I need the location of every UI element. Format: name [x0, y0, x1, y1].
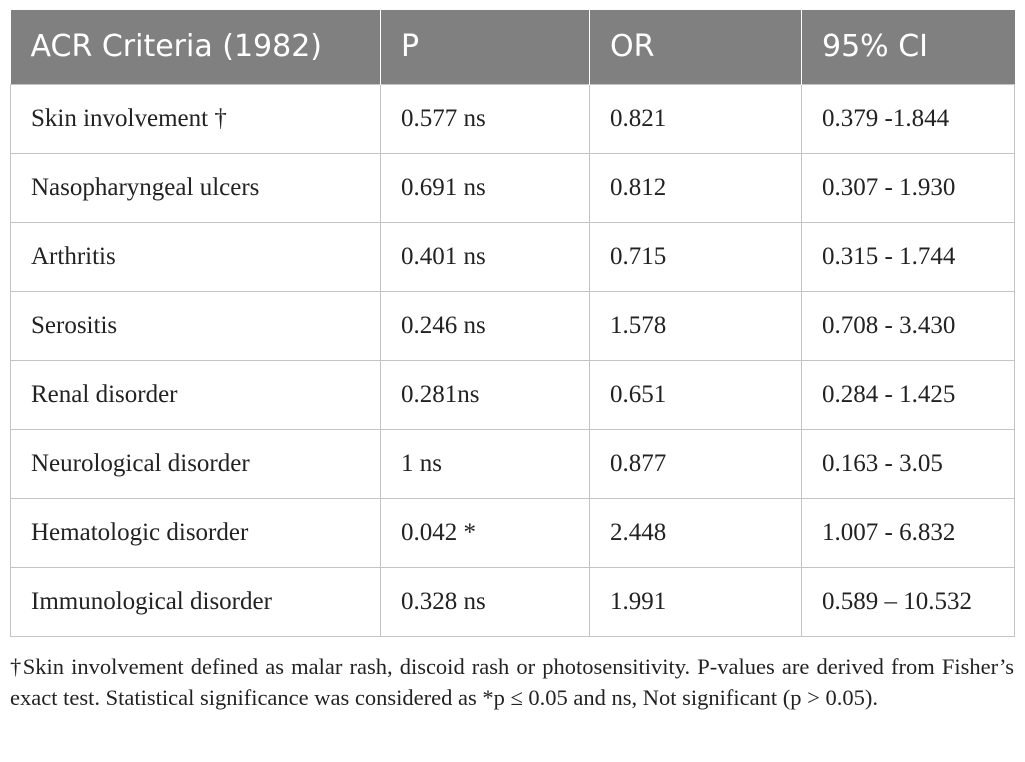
header-or: OR	[590, 10, 802, 84]
cell-criteria: Hematologic disorder	[11, 498, 381, 567]
cell-ci: 0.589 – 10.532	[802, 567, 1015, 636]
cell-p: 0.401 ns	[381, 222, 590, 291]
acr-criteria-table	[10, 10, 1015, 637]
cell-or: 0.812	[590, 153, 802, 222]
cell-ci: 1.007 - 6.832	[802, 498, 1015, 567]
table-row	[11, 429, 1015, 498]
cell-or: 2.448	[590, 498, 802, 567]
cell-criteria: Renal disorder	[11, 360, 381, 429]
table-row	[11, 498, 1015, 567]
table-row	[11, 84, 1015, 153]
cell-ci: 0.379 -1.844	[802, 84, 1015, 153]
header-acr-criteria: ACR Criteria (1982)	[11, 10, 381, 84]
table-container	[10, 10, 1014, 713]
cell-ci: 0.163 - 3.05	[802, 429, 1015, 498]
cell-ci: 0.284 - 1.425	[802, 360, 1015, 429]
table-body	[11, 84, 1015, 636]
table-header	[11, 10, 1015, 84]
cell-criteria: Immunological disorder	[11, 567, 381, 636]
header-ci: 95% CI	[802, 10, 1015, 84]
cell-ci: 0.708 - 3.430	[802, 291, 1015, 360]
cell-ci: 0.315 - 1.744	[802, 222, 1015, 291]
cell-p: 0.281ns	[381, 360, 590, 429]
table-row	[11, 222, 1015, 291]
cell-criteria: Arthritis	[11, 222, 381, 291]
cell-criteria: Nasopharyngeal ulcers	[11, 153, 381, 222]
cell-ci: 0.307 - 1.930	[802, 153, 1015, 222]
cell-or: 0.821	[590, 84, 802, 153]
cell-or: 0.877	[590, 429, 802, 498]
cell-criteria: Skin involvement †	[11, 84, 381, 153]
cell-or: 1.991	[590, 567, 802, 636]
table-row	[11, 291, 1015, 360]
cell-p: 0.328 ns	[381, 567, 590, 636]
cell-or: 1.578	[590, 291, 802, 360]
table-row	[11, 567, 1015, 636]
table-row	[11, 153, 1015, 222]
cell-or: 0.715	[590, 222, 802, 291]
cell-criteria: Serositis	[11, 291, 381, 360]
header-row	[11, 10, 1015, 84]
cell-p: 0.042 *	[381, 498, 590, 567]
table-row	[11, 360, 1015, 429]
cell-p: 1 ns	[381, 429, 590, 498]
table-footnote: †Skin involvement defined as malar rash, discoid rash or photosensitivity. P-values are derived from Fisher’s exact test. Statistical significance was considered as *p ≤ 0.05 and ns, Not significant (p > 0.05).	[10, 653, 1014, 710]
cell-or: 0.651	[590, 360, 802, 429]
cell-p: 0.577 ns	[381, 84, 590, 153]
cell-p: 0.691 ns	[381, 153, 590, 222]
cell-criteria: Neurological disorder	[11, 429, 381, 498]
cell-p: 0.246 ns	[381, 291, 590, 360]
header-p: P	[381, 10, 590, 84]
